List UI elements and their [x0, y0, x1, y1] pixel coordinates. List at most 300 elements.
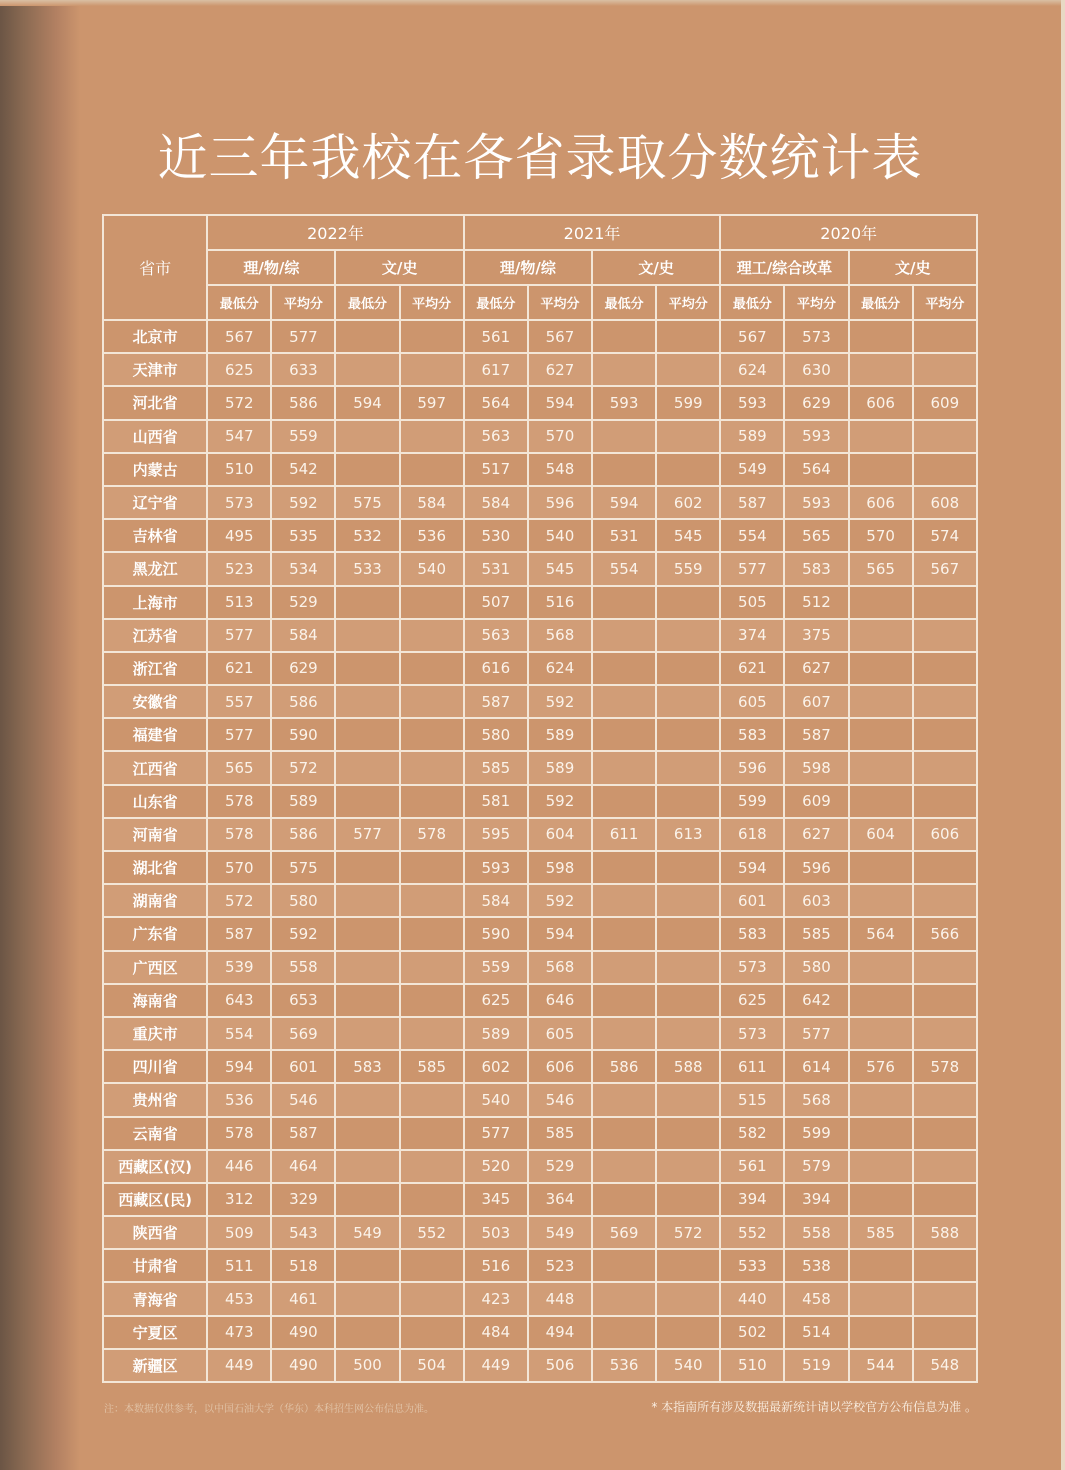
score-cell — [400, 652, 464, 685]
table-row — [103, 1249, 977, 1282]
year-header-2020: 2020年 — [720, 215, 977, 250]
score-cell: 490 — [271, 1349, 335, 1382]
year-header-2021: 2021年 — [464, 215, 721, 250]
score-cell — [656, 1150, 720, 1183]
score-cell: 446 — [207, 1150, 271, 1183]
score-cell: 564 — [849, 917, 913, 950]
metric-header: 平均分 — [913, 285, 977, 320]
score-cell — [656, 785, 720, 818]
score-cell — [592, 619, 656, 652]
score-cell — [913, 1150, 977, 1183]
province-name: 辽宁省 — [103, 486, 207, 519]
score-cell: 558 — [784, 1216, 848, 1249]
score-cell: 540 — [656, 1349, 720, 1382]
score-cell: 594 — [207, 1050, 271, 1083]
score-cell — [592, 1150, 656, 1183]
score-cell: 589 — [528, 751, 592, 784]
score-cell: 607 — [784, 685, 848, 718]
score-cell: 582 — [720, 1117, 784, 1150]
table-row — [103, 751, 977, 784]
table-row — [103, 1117, 977, 1150]
score-cell: 449 — [464, 1349, 528, 1382]
score-cell — [656, 586, 720, 619]
score-cell: 531 — [464, 552, 528, 585]
score-cell — [592, 951, 656, 984]
track-header: 文/史 — [592, 250, 720, 285]
score-cell — [592, 320, 656, 353]
table-row — [103, 320, 977, 353]
score-cell — [849, 1249, 913, 1282]
score-cell: 559 — [464, 951, 528, 984]
score-cell: 580 — [784, 951, 848, 984]
province-name: 海南省 — [103, 984, 207, 1017]
table-row — [103, 420, 977, 453]
score-cell: 579 — [784, 1150, 848, 1183]
score-cell: 625 — [464, 984, 528, 1017]
table-row — [103, 785, 977, 818]
table-row — [103, 1316, 977, 1349]
table-row — [103, 486, 977, 519]
book-spine-shadow — [0, 0, 80, 1470]
score-cell: 577 — [784, 1017, 848, 1050]
score-cell: 585 — [528, 1117, 592, 1150]
score-cell: 601 — [271, 1050, 335, 1083]
score-cell — [592, 984, 656, 1017]
table-row — [103, 1282, 977, 1315]
score-cell: 329 — [271, 1183, 335, 1216]
score-cell: 577 — [464, 1117, 528, 1150]
score-cell — [656, 1117, 720, 1150]
score-cell: 458 — [784, 1282, 848, 1315]
score-cell: 603 — [784, 884, 848, 917]
province-name: 河南省 — [103, 818, 207, 851]
score-cell: 575 — [271, 851, 335, 884]
score-cell: 578 — [207, 785, 271, 818]
score-cell: 573 — [720, 1017, 784, 1050]
score-cell: 593 — [784, 420, 848, 453]
score-cell: 596 — [528, 486, 592, 519]
table-row — [103, 951, 977, 984]
footnote-right: * 本指南所有涉及数据最新统计请以学校官方公布信息为准 。 — [651, 1400, 977, 1414]
score-cell: 500 — [335, 1349, 399, 1382]
score-cell — [592, 1282, 656, 1315]
score-cell: 559 — [271, 420, 335, 453]
table-row — [103, 884, 977, 917]
score-cell: 585 — [400, 1050, 464, 1083]
score-cell: 548 — [528, 453, 592, 486]
year-header-2022: 2022年 — [207, 215, 464, 250]
score-cell — [400, 1282, 464, 1315]
score-cell: 529 — [271, 586, 335, 619]
score-cell — [335, 984, 399, 1017]
score-cell — [849, 586, 913, 619]
table-row — [103, 1349, 977, 1382]
province-name: 内蒙古 — [103, 453, 207, 486]
table-row — [103, 685, 977, 718]
score-cell — [913, 884, 977, 917]
score-cell — [335, 320, 399, 353]
score-cell: 589 — [720, 420, 784, 453]
score-cell: 606 — [528, 1050, 592, 1083]
score-cell: 577 — [271, 320, 335, 353]
score-cell — [849, 1083, 913, 1116]
score-cell: 464 — [271, 1150, 335, 1183]
score-cell — [335, 586, 399, 619]
score-cell: 513 — [207, 586, 271, 619]
score-cell: 583 — [720, 917, 784, 950]
score-cell: 599 — [784, 1117, 848, 1150]
score-cell — [656, 353, 720, 386]
score-cell — [400, 751, 464, 784]
score-cell: 552 — [720, 1216, 784, 1249]
score-cell — [400, 353, 464, 386]
score-cell: 345 — [464, 1183, 528, 1216]
score-cell: 394 — [720, 1183, 784, 1216]
score-cell: 577 — [207, 718, 271, 751]
table-row — [103, 1050, 977, 1083]
table-row — [103, 1183, 977, 1216]
score-cell — [656, 1083, 720, 1116]
score-cell: 578 — [207, 1117, 271, 1150]
table-row — [103, 652, 977, 685]
score-cell: 530 — [464, 519, 528, 552]
score-cell: 592 — [528, 884, 592, 917]
score-cell — [335, 1249, 399, 1282]
score-cell: 568 — [784, 1083, 848, 1116]
score-cell: 563 — [464, 619, 528, 652]
score-cell: 614 — [784, 1050, 848, 1083]
score-cell — [335, 1083, 399, 1116]
score-cell — [849, 1017, 913, 1050]
score-cell: 569 — [592, 1216, 656, 1249]
score-cell: 578 — [207, 818, 271, 851]
score-cell — [913, 851, 977, 884]
score-cell — [400, 1150, 464, 1183]
score-cell — [913, 1249, 977, 1282]
score-cell — [400, 718, 464, 751]
score-cell — [335, 619, 399, 652]
score-cell: 578 — [913, 1050, 977, 1083]
score-cell — [400, 453, 464, 486]
score-cell — [592, 685, 656, 718]
score-cell — [400, 951, 464, 984]
page-top-edge — [0, 0, 1065, 6]
score-cell — [656, 320, 720, 353]
score-cell: 584 — [464, 884, 528, 917]
score-cell — [913, 453, 977, 486]
score-cell: 593 — [592, 386, 656, 419]
score-cell: 653 — [271, 984, 335, 1017]
province-header: 省市 — [103, 215, 207, 320]
score-cell: 580 — [464, 718, 528, 751]
page-title: 近三年我校在各省录取分数统计表 — [157, 129, 923, 187]
score-cell — [656, 685, 720, 718]
score-cell: 616 — [464, 652, 528, 685]
score-cell — [849, 1183, 913, 1216]
score-cell — [592, 851, 656, 884]
score-cell — [913, 586, 977, 619]
score-cell: 618 — [720, 818, 784, 851]
score-cell: 594 — [528, 386, 592, 419]
province-name: 浙江省 — [103, 652, 207, 685]
score-cell — [913, 320, 977, 353]
score-cell — [656, 619, 720, 652]
score-cell: 494 — [528, 1316, 592, 1349]
score-cell — [913, 718, 977, 751]
score-cell: 511 — [207, 1249, 271, 1282]
score-cell: 552 — [400, 1216, 464, 1249]
score-cell: 574 — [913, 519, 977, 552]
score-cell: 515 — [720, 1083, 784, 1116]
score-cell: 423 — [464, 1282, 528, 1315]
score-cell — [400, 1083, 464, 1116]
score-cell — [849, 320, 913, 353]
score-cell — [656, 751, 720, 784]
score-cell — [913, 353, 977, 386]
metric-header: 平均分 — [784, 285, 848, 320]
score-cell — [913, 1183, 977, 1216]
score-cell: 587 — [464, 685, 528, 718]
score-cell: 546 — [271, 1083, 335, 1116]
score-cell: 598 — [784, 751, 848, 784]
score-cell — [592, 1183, 656, 1216]
score-cell: 605 — [720, 685, 784, 718]
score-cell — [849, 751, 913, 784]
score-cell — [849, 420, 913, 453]
score-cell: 520 — [464, 1150, 528, 1183]
score-cell: 592 — [528, 785, 592, 818]
score-cell: 587 — [271, 1117, 335, 1150]
score-cell — [335, 751, 399, 784]
score-cell: 599 — [720, 785, 784, 818]
score-cell: 536 — [400, 519, 464, 552]
score-cell — [849, 353, 913, 386]
score-cell: 573 — [784, 320, 848, 353]
score-cell: 557 — [207, 685, 271, 718]
score-cell: 535 — [271, 519, 335, 552]
score-cell — [335, 1316, 399, 1349]
score-cell — [335, 353, 399, 386]
score-cell — [913, 685, 977, 718]
province-name: 贵州省 — [103, 1083, 207, 1116]
score-cell: 586 — [271, 818, 335, 851]
score-cell: 585 — [849, 1216, 913, 1249]
score-cell: 473 — [207, 1316, 271, 1349]
province-name: 宁夏区 — [103, 1316, 207, 1349]
score-cell: 570 — [207, 851, 271, 884]
score-cell — [849, 1117, 913, 1150]
province-name: 天津市 — [103, 353, 207, 386]
score-cell: 394 — [784, 1183, 848, 1216]
score-cell: 542 — [271, 453, 335, 486]
score-cell — [849, 1282, 913, 1315]
score-cell — [849, 652, 913, 685]
score-cell: 646 — [528, 984, 592, 1017]
score-cell: 593 — [784, 486, 848, 519]
score-cell: 587 — [784, 718, 848, 751]
score-cell: 567 — [720, 320, 784, 353]
score-cell: 577 — [335, 818, 399, 851]
score-cell: 506 — [528, 1349, 592, 1382]
score-cell: 633 — [271, 353, 335, 386]
score-cell — [656, 652, 720, 685]
score-cell: 364 — [528, 1183, 592, 1216]
score-cell — [656, 718, 720, 751]
score-cell — [656, 917, 720, 950]
score-cell: 532 — [335, 519, 399, 552]
score-cell — [592, 586, 656, 619]
score-cell: 567 — [913, 552, 977, 585]
score-cell: 564 — [464, 386, 528, 419]
score-cell — [913, 1017, 977, 1050]
score-cell: 597 — [400, 386, 464, 419]
score-cell — [400, 785, 464, 818]
score-cell: 604 — [528, 818, 592, 851]
table-row — [103, 1083, 977, 1116]
score-cell — [913, 619, 977, 652]
score-cell: 554 — [207, 1017, 271, 1050]
score-cell: 590 — [464, 917, 528, 950]
score-cell — [849, 453, 913, 486]
score-cell — [335, 917, 399, 950]
score-cell: 565 — [207, 751, 271, 784]
score-cell — [656, 951, 720, 984]
province-name: 山东省 — [103, 785, 207, 818]
score-cell: 630 — [784, 353, 848, 386]
score-cell: 594 — [335, 386, 399, 419]
score-cell — [335, 420, 399, 453]
score-cell: 549 — [720, 453, 784, 486]
score-cell — [592, 785, 656, 818]
score-cell: 518 — [271, 1249, 335, 1282]
score-cell: 592 — [528, 685, 592, 718]
score-cell — [592, 420, 656, 453]
province-name: 湖北省 — [103, 851, 207, 884]
score-cell — [592, 652, 656, 685]
score-cell: 540 — [464, 1083, 528, 1116]
score-cell: 611 — [720, 1050, 784, 1083]
score-cell: 504 — [400, 1349, 464, 1382]
score-cell: 572 — [656, 1216, 720, 1249]
score-cell — [400, 1183, 464, 1216]
score-cell: 507 — [464, 586, 528, 619]
score-cell — [400, 851, 464, 884]
score-cell: 564 — [784, 453, 848, 486]
score-cell — [400, 1117, 464, 1150]
score-cell — [913, 420, 977, 453]
score-cell: 546 — [528, 1083, 592, 1116]
score-cell: 601 — [720, 884, 784, 917]
score-cell: 547 — [207, 420, 271, 453]
score-cell: 534 — [271, 552, 335, 585]
track-header: 文/史 — [335, 250, 463, 285]
score-cell: 510 — [207, 453, 271, 486]
score-cell: 538 — [784, 1249, 848, 1282]
score-cell — [592, 718, 656, 751]
score-cell: 578 — [400, 818, 464, 851]
score-cell — [335, 1183, 399, 1216]
track-header: 理/物/综 — [464, 250, 592, 285]
score-cell: 453 — [207, 1282, 271, 1315]
score-cell — [656, 420, 720, 453]
score-cell: 576 — [849, 1050, 913, 1083]
metric-header: 平均分 — [656, 285, 720, 320]
score-cell — [849, 1316, 913, 1349]
score-cell: 566 — [913, 917, 977, 950]
score-cell: 590 — [271, 718, 335, 751]
province-name: 陕西省 — [103, 1216, 207, 1249]
province-name: 四川省 — [103, 1050, 207, 1083]
score-cell: 586 — [271, 685, 335, 718]
score-cell: 596 — [720, 751, 784, 784]
score-cell — [400, 1249, 464, 1282]
score-cell: 490 — [271, 1316, 335, 1349]
score-cell: 586 — [271, 386, 335, 419]
score-cell — [335, 652, 399, 685]
score-cell: 572 — [271, 751, 335, 784]
score-cell: 529 — [528, 1150, 592, 1183]
score-cell — [913, 1316, 977, 1349]
score-cell: 516 — [528, 586, 592, 619]
metric-header: 最低分 — [335, 285, 399, 320]
score-cell: 533 — [335, 552, 399, 585]
track-header: 文/史 — [849, 250, 977, 285]
score-cell: 606 — [913, 818, 977, 851]
score-cell: 577 — [720, 552, 784, 585]
score-cell — [592, 1249, 656, 1282]
score-cell — [913, 1282, 977, 1315]
score-cell: 604 — [849, 818, 913, 851]
score-cell: 568 — [528, 951, 592, 984]
score-cell: 617 — [464, 353, 528, 386]
score-cell: 599 — [656, 386, 720, 419]
score-cell: 568 — [528, 619, 592, 652]
score-cell — [400, 1316, 464, 1349]
score-cell: 589 — [271, 785, 335, 818]
score-cell: 572 — [207, 386, 271, 419]
score-cell: 602 — [464, 1050, 528, 1083]
score-cell: 572 — [207, 884, 271, 917]
province-name: 江西省 — [103, 751, 207, 784]
province-name: 湖南省 — [103, 884, 207, 917]
score-cell: 625 — [207, 353, 271, 386]
score-cell: 461 — [271, 1282, 335, 1315]
metric-header: 最低分 — [720, 285, 784, 320]
score-cell: 540 — [400, 552, 464, 585]
score-cell: 519 — [784, 1349, 848, 1382]
score-cell — [592, 1083, 656, 1116]
score-cell — [592, 1117, 656, 1150]
score-cell — [400, 619, 464, 652]
table-row — [103, 718, 977, 751]
score-cell: 621 — [207, 652, 271, 685]
score-cell: 514 — [784, 1316, 848, 1349]
score-cell — [913, 785, 977, 818]
score-cell — [335, 685, 399, 718]
province-name: 吉林省 — [103, 519, 207, 552]
score-cell: 531 — [592, 519, 656, 552]
score-cell: 621 — [720, 652, 784, 685]
score-cell: 517 — [464, 453, 528, 486]
score-cell: 539 — [207, 951, 271, 984]
score-cell — [592, 884, 656, 917]
score-cell — [913, 1117, 977, 1150]
score-cell: 544 — [849, 1349, 913, 1382]
score-cell — [849, 951, 913, 984]
score-cell: 609 — [913, 386, 977, 419]
score-cell: 540 — [528, 519, 592, 552]
metric-header: 最低分 — [849, 285, 913, 320]
